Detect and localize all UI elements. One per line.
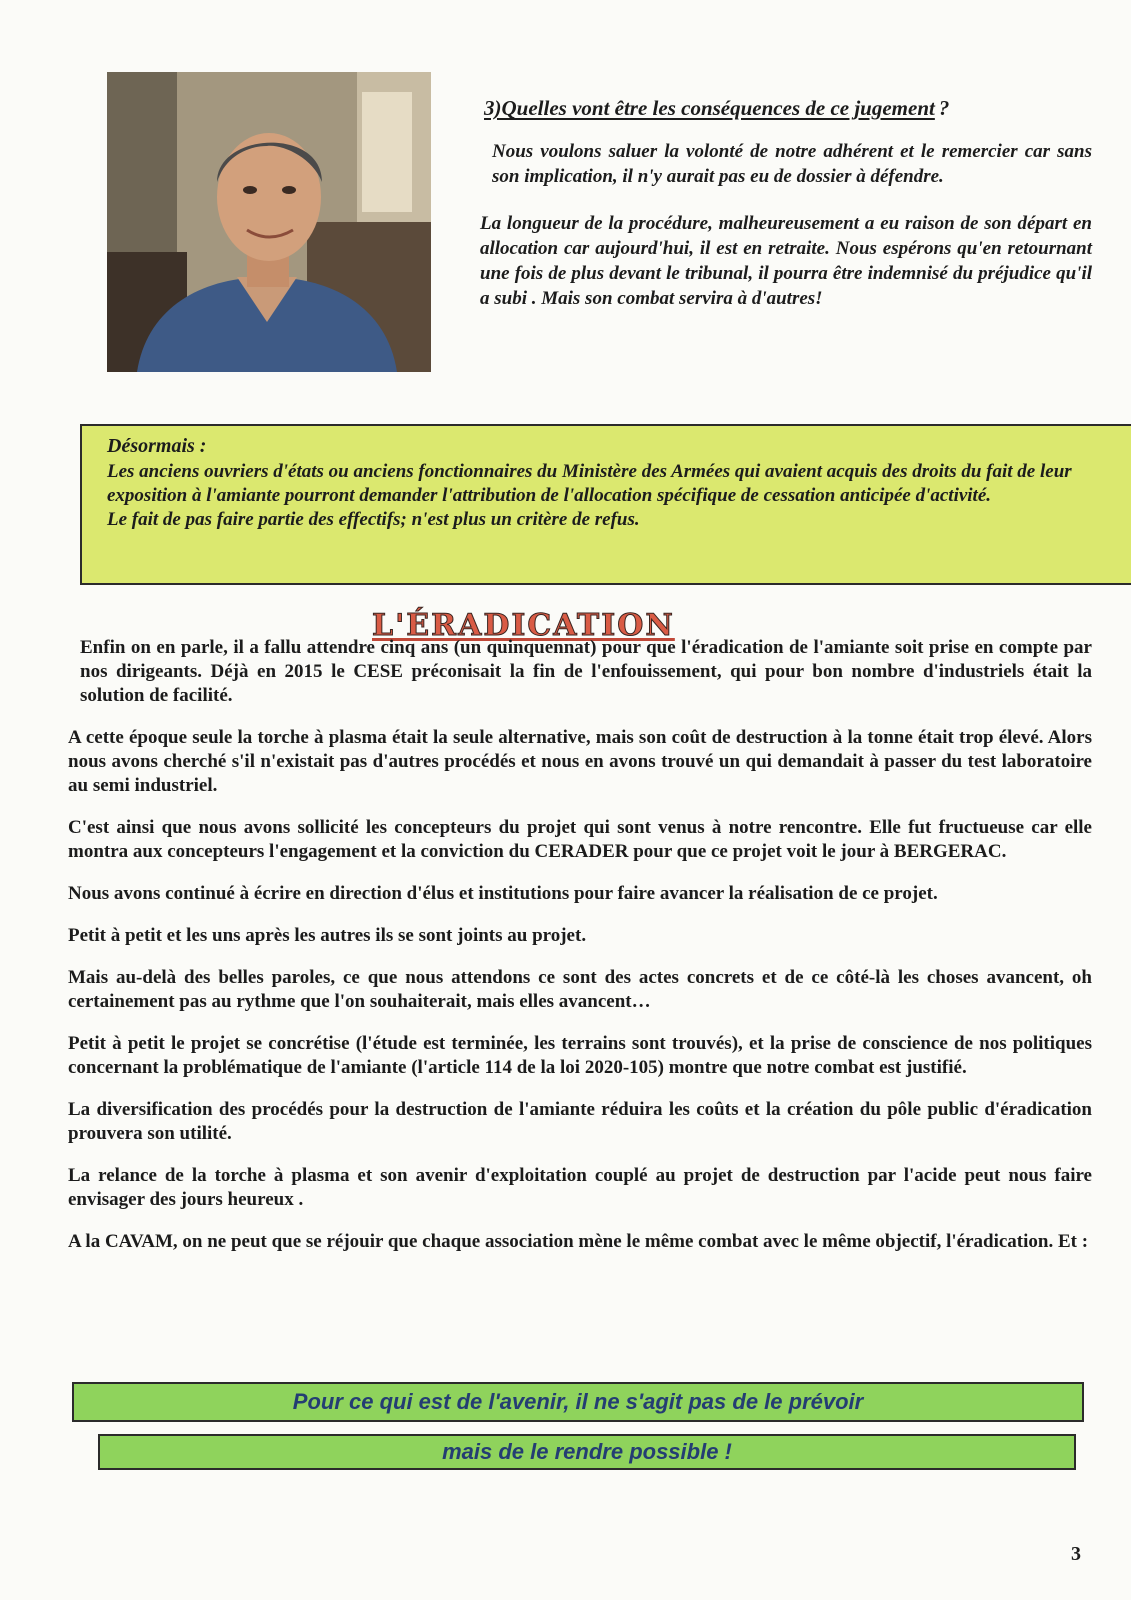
eradication-body — [68, 636, 1092, 1272]
motto-banner-bottom: mais de le rendre possible ! — [98, 1434, 1076, 1470]
body-paragraph: C'est ainsi que nous avons sollicité les concepteurs du projet qui sont venus à notre rencontre. Elle fut fructueuse car elle montra aux concepteurs l'engagement et la conviction du CERADER pour que ce projet voit le jour à BERGERAC. — [68, 817, 1092, 862]
body-paragraph: Nous avons continué à écrire en direction d'élus et institutions pour faire avancer la réalisation de ce projet. — [68, 883, 938, 904]
consequences-paragraph: Nous voulons saluer la volonté de notre adhérent et le remercier car sans son implication, il n'y aurait pas eu de dossier à défendre. — [492, 141, 1092, 187]
body-paragraph: Petit à petit le projet se concrétise (l'étude est terminée, les terrains sont trouvés), et la prise de conscience de nos politiques concernant la problématique de l'amiante (l'article 114 de la loi 2020-105) montre que notre combat est justifié. — [68, 1033, 1092, 1078]
consequences-heading: 3)Quelles vont être les conséquences de ce jugement ? — [484, 96, 950, 120]
desormais-box — [80, 424, 1131, 585]
consequences-section — [480, 96, 1092, 333]
body-paragraph: Petit à petit et les uns après les autres ils se sont joints au projet. — [68, 925, 587, 946]
page-number: 3 — [1071, 1543, 1081, 1565]
eradication-title: L'ÉRADICATION — [372, 608, 675, 643]
body-paragraph: A la CAVAM, on ne peut que se réjouir que chaque association mène le même combat avec le même objectif, l'éradication. Et : — [68, 1231, 1089, 1252]
member-photo — [107, 72, 431, 372]
desormais-line: Les anciens ouvriers d'états ou anciens fonctionnaires du Ministère des Armées qui avaient acquis des droits du fait de leur exposition à l'amiante pourront demander l'attribution de l'allocation spécifique de cessation anticipée d'activité. — [107, 461, 1072, 506]
desormais-line: Le fait de pas faire partie des effectifs; n'est plus un critère de refus. — [107, 509, 640, 530]
body-paragraph: Enfin on en parle, il a fallu attendre cinq ans (un quinquennat) pour que l'éradication de l'amiante soit prise en compte par nos dirigeants. Déjà en 2015 le CESE préconisait la fin de l'enfouissement, qui pour bon nombre d'industriels était la solution de facilité. — [80, 637, 1092, 706]
consequences-paragraph: La longueur de la procédure, malheureusement a eu raison de son départ en allocation car aujourd'hui, il est en retraite. Nous espérons qu'en retournant une fois de plus devant le tribunal, il pourra être indemnisé du préjudice qu'il a subi . Mais son combat servira à d'autres! — [480, 213, 1092, 309]
desormais-title: Désormais : — [107, 435, 207, 457]
body-paragraph: La diversification des procédés pour la destruction de l'amiante réduira les coûts et la création du pôle public d'éradication prouvera son utilité. — [68, 1099, 1092, 1144]
body-paragraph: La relance de la torche à plasma et son avenir d'exploitation couplé au projet de destruction par l'acide peut nous faire envisager des jours heureux . — [68, 1165, 1092, 1210]
body-paragraph: Mais au-delà des belles paroles, ce que nous attendons ce sont des actes concrets et de ce côté-là les choses avancent, oh certainement pas au rythme que l'on souhaiterait, mais elles avancent… — [68, 967, 1092, 1012]
motto-banner-top: Pour ce qui est de l'avenir, il ne s'agit pas de le prévoir — [72, 1382, 1084, 1422]
body-paragraph: A cette époque seule la torche à plasma était la seule alternative, mais son coût de destruction à la tonne était trop élevé. Alors nous avons cherché s'il n'existait pas d'autres procédés et nous en avons trouvé un qui demandait à passer du test laboratoire au semi industriel. — [68, 727, 1092, 796]
